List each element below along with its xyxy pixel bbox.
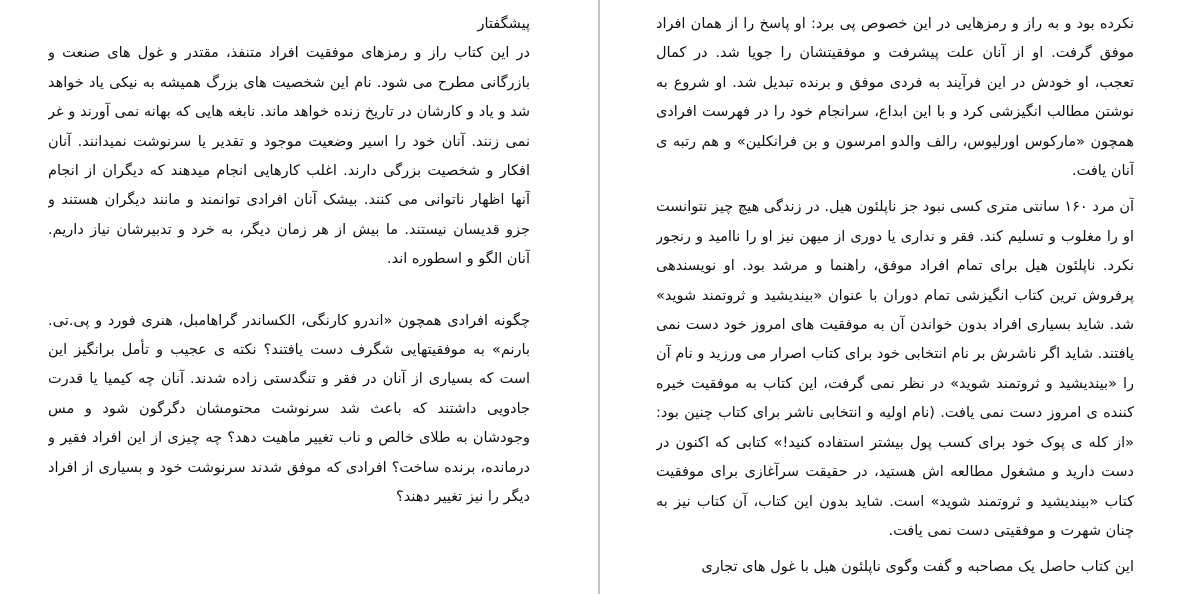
paragraph: نکرده بود و به راز و رمزهایی در این خصوص پی برد: او پاسخ را از همان افراد موفق گرفت. او از آنان علت پیشرفت و موفقیتشان را جویا شد. در کمال تعجب، او خودش در این فرآیند به فردی موفق و برنده تبدیل شد. او شروع به نوشتن مطالب انگیزشی کرد و با این ابداع، سرانجام خود را در فهرست افرادی همچون «مارکوس اورلیوس، رالف والدو امرسون و بن فرانکلین» و هم رتبه ی آنان یافت.: [656, 16, 1134, 180]
paragraph: چگونه افرادی همچون «اندرو کارنگی، الکساندر گراهامبل، هنری فورد و پی.تی. بارنم» به موفقیتهایی شگرف دست یافتند؟ نکته ی عجیب و تأمل برانگیز این است که بسیاری از آنان در فقر و تنگدستی زاده شدند. آنان چه کیمیا یا قدرت جادویی داشتند که باعث شد سرنوشت محتومشان دگرگون شود و مس وجودشان به طلای خالص و ناب تغییر ماهیت دهد؟ چه چیزی از این افراد فقیر و درمانده، برنده ساخت؟ افرادی که موفق شدند سرنوشت خود و بسیاری از افراد دیگر را نیز تغییر دهند؟: [48, 312, 530, 506]
page-divider: [598, 0, 600, 594]
paragraph-partial: این کتاب حاصل یک مصاحبه و گفت وگوی ناپلئون هیل با غول های تجاری: [701, 559, 1134, 576]
paragraph-spacer: [48, 275, 530, 307]
right-page: [656, 0, 1134, 594]
left-page: [48, 0, 530, 594]
paragraph: آن مرد ۱۶۰ سانتی متری کسی نبود جز ناپلئون هیل. در زندگی هیچ چیز نتوانست او را مغلوب و تسلیم کند. فقر و نداری یا دوری از میهن نیز او را ناامید و رنجور نکرد. ناپلئون هیل برای تمام افراد موفق، راهنما و مرشد بود. او نویسندهی پرفروش ترین کتاب انگیزشی تمام دوران با عنوان «بیندیشید و ثروتمند شوید» شد. شاید بسیاری افراد بدون خواندن آن به موفقیت های امروز خود دست نمی یافتند. شاید اگر ناشرش بر نام انتخابی خود برای کتاب اصرار می ورزید و نام آن را «بیندیشید و ثروتمند شوید» در نظر نمی گرفت، این کتاب به موفقیت خیره کننده ی امروز دست نمی یافت. (نام اولیه و انتخابی ناشر برای کتاب چنین بود: «از کله ی پوک خود برای کسب پول بیشتر استفاده کنید!» کتابی که اکنون در دست دارید و مشغول مطالعه اش هستید، در حقیقت سرآغازی برای موفقیت کتاب «بیندیشید و ثروتمند شوید» است. شاید بدون این کتاب، آن کتاب نیز به چنان شهرت و موفقیتی دست نمی یافت.: [656, 199, 1134, 539]
paragraph-spacer: [656, 186, 1134, 193]
paragraph-spacer: [656, 546, 1134, 553]
paragraph: در این کتاب راز و رمزهای موفقیت افراد متنفذ، مقتدر و غول های صنعت و بازرگانی مطرح می شود. نام این شخصیت های بزرگ همیشه به نیکی یاد خواهد شد و یاد و کارشان در تاریخ زنده خواهد ماند. نابغه هایی که بهانه نمی آورند و غر نمی زنند. آنان خود را اسیر وضعیت موجود و تقدیر یا سرنوشت نمیدانند. آنان افکار و شخصیت بزرگی دارند. اغلب کارهایی انجام میدهند که دیگران از انجام آنها اظهار ناتوانی می کنند. بیشک آنان افرادی توانمند و مانند دیگران هستند و جزو قدیسان نیستند. ما بیش از هر زمان دیگر، به خرد و تدبیرشان نیاز داریم. آنان الگو و اسطوره اند.: [48, 45, 530, 268]
page-heading: پیشگفتار: [477, 16, 530, 32]
